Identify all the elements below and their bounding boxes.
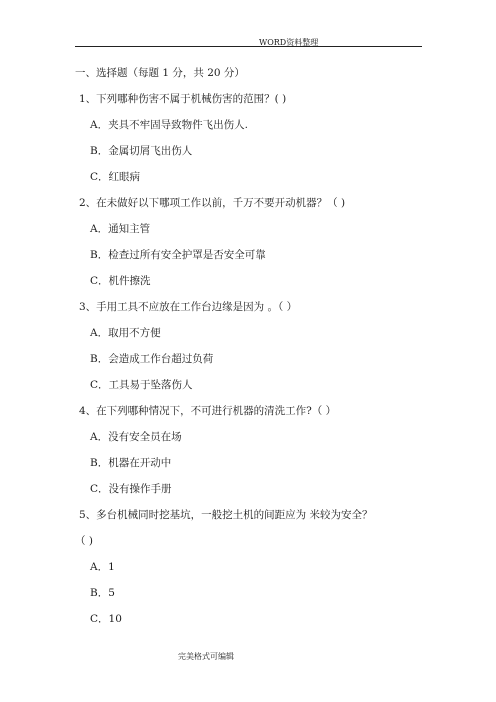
question-5-option-b: B．5 <box>90 587 115 599</box>
question-4-stem: 4、在下列哪种情况下，不可进行机器的清洗工作?（ ） <box>79 405 337 417</box>
question-3-stem: 3、手用工具不应放在工作台边缘是因为 。（ ） <box>79 301 298 313</box>
question-3-option-b: B．会造成工作台超过负荷 <box>90 353 214 365</box>
question-2-option-b: B．检查过所有安全护罩是否安全可靠 <box>90 249 266 261</box>
header-title: WORD资料整理 <box>259 38 319 47</box>
question-1-option-b: B．金属切屑飞出伤人 <box>90 145 193 157</box>
question-1-option-c: C．红眼病 <box>90 171 141 183</box>
question-3-option-c: C．工具易于坠落伤人 <box>90 379 193 391</box>
question-5-stem: 5、多台机械同时挖基坑，一般挖土机的间距应为 米较为安全？ <box>79 509 373 521</box>
question-2-stem: 2、在未做好以下哪项工作以前，千万不要开动机器？（ ) <box>79 197 346 209</box>
header-rule <box>75 46 422 47</box>
page-footer: 完美格式可编辑 <box>178 652 234 661</box>
question-5-stem-continued: （ ) <box>75 535 93 547</box>
question-1-stem: 1、下列哪种伤害不属于机械伤害的范围？( ) <box>79 93 287 105</box>
question-2-option-a: A．通知主管 <box>90 223 151 235</box>
question-4-option-c: C．没有操作手册 <box>90 483 172 495</box>
section-title: 一、选择题（每题 1 分，共 20 分） <box>75 67 245 79</box>
question-4-option-a: A．没有安全员在场 <box>90 431 182 443</box>
question-5-option-c: C．10 <box>90 613 122 625</box>
question-3-option-a: A．取用不方便 <box>90 327 161 339</box>
question-1-option-a: A．夹具不牢固导致物件飞出伤人. <box>90 119 248 131</box>
question-5-option-a: A．1 <box>90 561 115 573</box>
question-4-option-b: B．机器在开动中 <box>90 457 172 469</box>
question-2-option-c: C．机件擦洗 <box>90 275 151 287</box>
